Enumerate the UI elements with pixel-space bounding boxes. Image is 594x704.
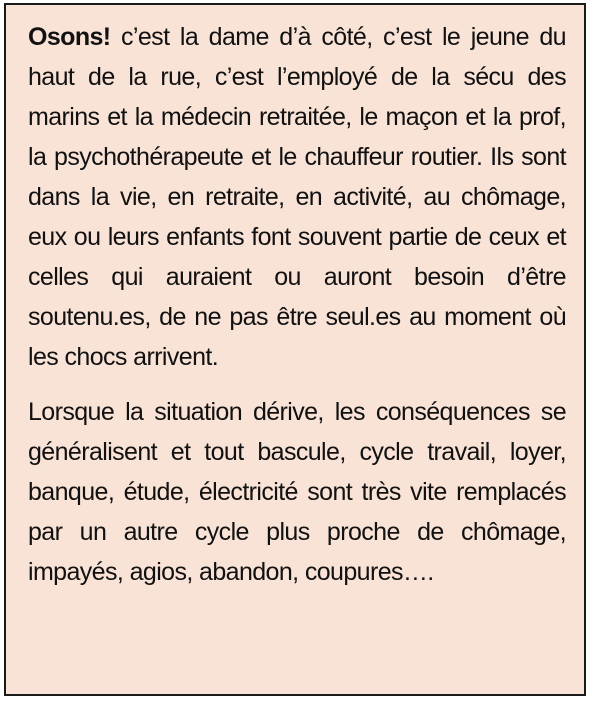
lead-word: Osons! bbox=[28, 23, 111, 51]
paragraph-1-text: c’est la dame d’à côté, c’est le jeune du haut de la rue, c’est l’employé de la sécu des marins et la médecin retraitée, le maçon et la prof, la psychothérapeute et le chauffeur routier. Ils sont dans la vie, en retraite, en activité, au chômage, eux ou leurs enfants font souvent partie de ceux et celles qui auraient ou auront besoin d’être soutenu.es, de ne pas être seul.es au moment où les chocs arrivent. bbox=[28, 23, 566, 371]
text-box bbox=[4, 3, 586, 696]
paragraph-1 bbox=[28, 17, 566, 377]
text-content bbox=[28, 17, 566, 592]
paragraph-2: Lorsque la situation dérive, les conséquences se généralisent et tout bascule, cycle travail, loyer, banque, étude, électricité sont très vite remplacés par un autre cycle plus proche de chômage, impayés, agios, abandon, coupures…. bbox=[28, 398, 566, 586]
